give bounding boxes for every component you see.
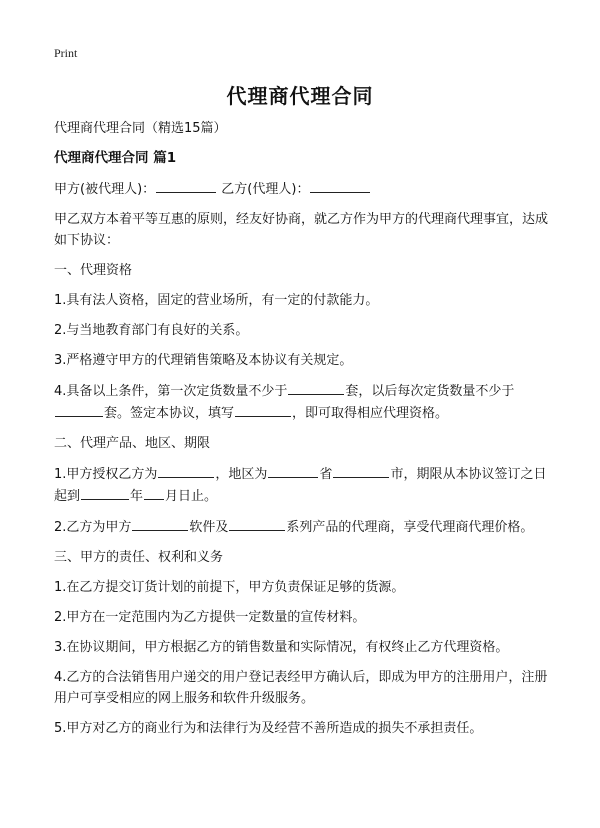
party-a-blank [156,178,216,193]
text-run: 市，期限从本协议签订之日起到 [54,467,547,504]
qualification-item-3: 3.严格遵守甲方的代理销售策略及本协议有关规定。 [54,353,353,368]
blank-line [333,463,389,478]
party-b-label: 乙方(代理人)： [221,182,310,197]
section-title: 代理商代理合同 篇1 [54,150,177,166]
qualification-item-4 [54,380,554,424]
duties-item-2: 2.甲方在一定范围内为乙方提供一定数量的宣传材料。 [54,610,366,625]
text-run: 套，以后每次定货数量不少于 [345,384,515,399]
text-run: ，即可取得相应代理资格。 [292,406,449,421]
text-run: 2.乙方为甲方 [54,520,132,535]
text-run: 省 [319,467,333,482]
text-run: 软件及 [189,520,229,535]
blank-line [229,516,285,531]
blank-line [132,516,188,531]
blank-line [158,463,214,478]
blank-line [144,485,164,500]
text-run: ，地区为 [215,467,268,482]
duties-item-4: 4.乙方的合法销售用户递交的用户登记表经甲方确认后，即成为甲方的注册用户，注册用户可享受相应的网上服务和软件升级服务。 [54,670,548,706]
qualification-item-2: 2.与当地教育部门有良好的关系。 [54,323,249,338]
document-title: 代理商代理合同 [226,84,374,108]
parties-line [54,178,554,200]
duties-item-1: 1.在乙方提交订货计划的前提下，甲方负责保证足够的货源。 [54,580,405,595]
text-run: 年 [130,489,144,504]
document-body [54,118,554,748]
text-run: 套。签定本协议，填写 [104,406,235,421]
document-subtitle: 代理商代理合同（精选15篇） [54,121,227,136]
print-label[interactable]: Print [54,46,78,60]
blank-line [288,380,344,395]
text-run: 月日止。 [165,489,218,504]
blank-line [81,485,129,500]
duties-item-5: 5.甲方对乙方的商业行为和法律行为及经营不善所造成的损失不承担责任。 [54,721,483,736]
blank-line [268,463,318,478]
products-item-2 [54,516,554,538]
party-b-blank [310,178,370,193]
heading-products: 二、代理产品、地区、期限 [54,436,211,451]
text-run: 4.具备以上条件，第一次定货数量不少于 [54,384,288,399]
heading-duties: 三、甲方的责任、权利和义务 [54,550,224,565]
text-run: 1.甲方授权乙方为 [54,467,158,482]
blank-line [235,402,291,417]
products-item-1 [54,463,554,507]
intro-paragraph: 甲乙双方本着平等互惠的原则，经友好协商，就乙方作为甲方的代理商代理事宜，达成如下协议： [54,212,549,248]
text-run: 系列产品的代理商，享受代理商代理价格。 [286,520,534,535]
blank-line [55,402,103,417]
party-a-label: 甲方(被代理人)： [54,182,156,197]
heading-qualification: 一、代理资格 [54,263,133,278]
qualification-item-1: 1.具有法人资格，固定的营业场所，有一定的付款能力。 [54,293,379,308]
duties-item-3: 3.在协议期间，甲方根据乙方的销售数量和实际情况，有权终止乙方代理资格。 [54,640,509,655]
